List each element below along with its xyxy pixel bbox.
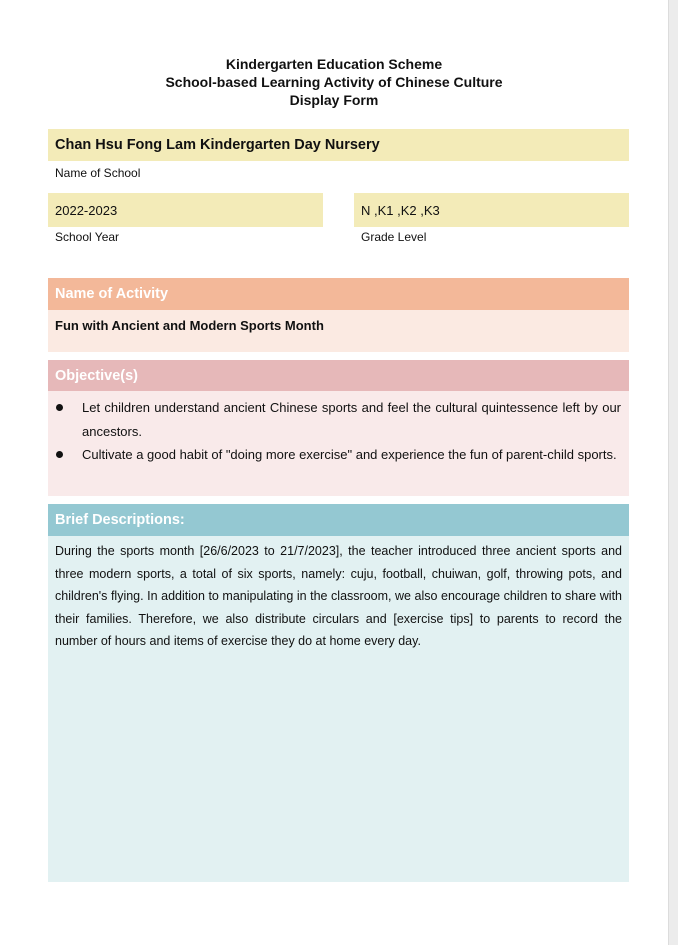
activity-name: Fun with Ancient and Modern Sports Month	[48, 310, 629, 352]
objective-text: Let children understand ancient Chinese sports and feel the cultural quintessence left by our ancestors.	[82, 400, 621, 439]
school-year-label: School Year	[55, 230, 120, 244]
activity-section-heading: Name of Activity	[48, 278, 629, 310]
objective-item	[55, 396, 621, 443]
description-section-heading: Brief Descriptions:	[48, 504, 629, 536]
school-name-label: Name of School	[55, 166, 141, 180]
bullet-icon	[56, 404, 63, 411]
header-line-3: Display Form	[289, 92, 379, 108]
bullet-icon	[56, 451, 63, 458]
header-line-1: Kindergarten Education Scheme	[225, 56, 443, 72]
school-year-field: 2022-2023	[48, 193, 323, 227]
objectives-list	[55, 396, 621, 467]
objectives-body	[48, 391, 629, 496]
grade-level-label: Grade Level	[361, 230, 427, 244]
form-header	[0, 55, 668, 109]
objective-item	[55, 443, 621, 467]
school-name-field: Chan Hsu Fong Lam Kindergarten Day Nursery	[48, 129, 629, 161]
description-text: During the sports month [26/6/2023 to 21/7/2023], the teacher introduced three ancient sports and three modern sports, a total of six sports, namely: cuju, football, chuiwan, golf, throwing pots, and children's flying. In addition to manipulating in the classroom, we also encourage children to share with their families. Therefore, we also distribute circulars and [exercise tips] to parents to record the number of hours and items of exercise they do at home every day.	[48, 536, 629, 882]
vertical-scrollbar[interactable]	[668, 0, 678, 945]
header-line-2: School-based Learning Activity of Chinese Culture	[165, 74, 503, 90]
grade-level-field: N ,K1 ,K2 ,K3	[354, 193, 629, 227]
objective-text: Cultivate a good habit of "doing more exercise" and experience the fun of parent-child sports.	[82, 447, 617, 462]
objectives-section-heading: Objective(s)	[48, 360, 629, 391]
